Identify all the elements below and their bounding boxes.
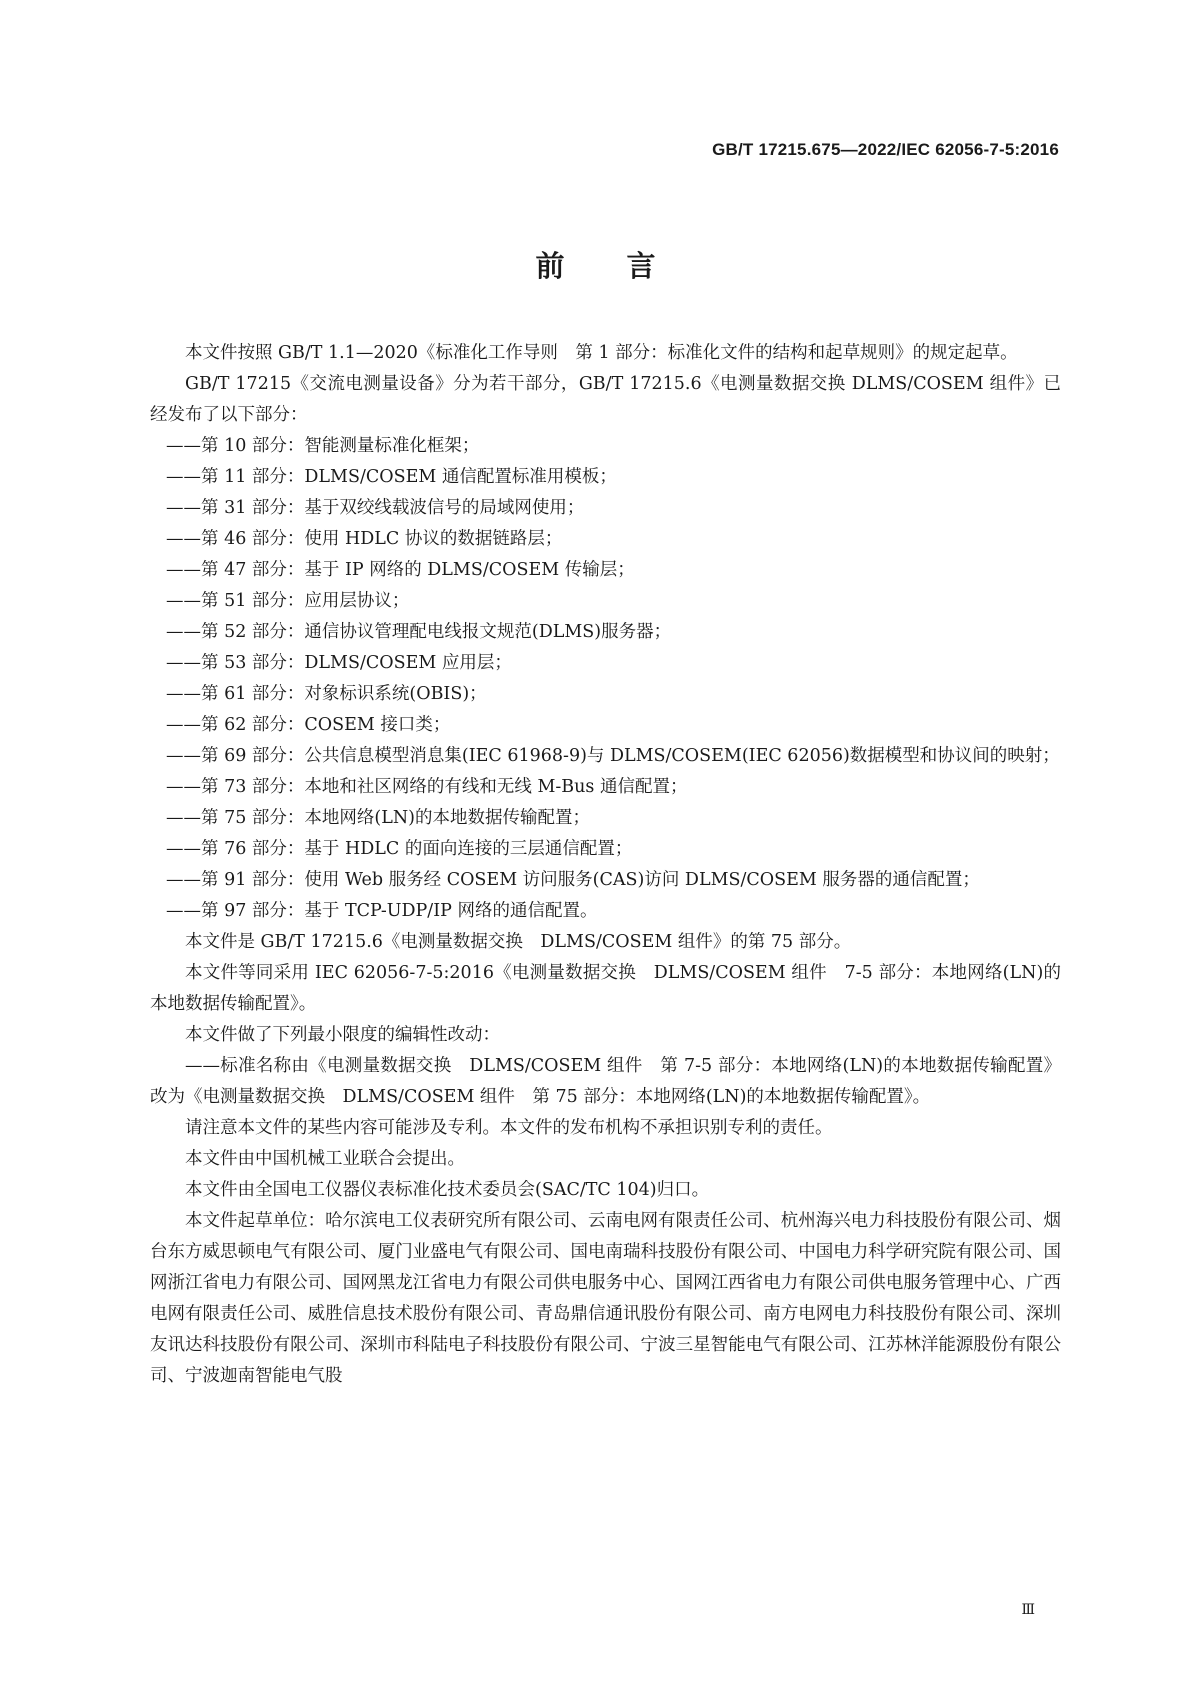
preface-content (150, 338, 1061, 1392)
list-item: ——第 76 部分：基于 HDLC 的面向连接的三层通信配置； (166, 839, 633, 859)
paragraph-series-intro: GB/T 17215《交流电测量设备》分为若干部分，GB/T 17215.6《电测量数据交换 DLMS/COSEM 组件》已经发布了以下部分： (150, 374, 1061, 425)
paragraph-editorial-changes: 本文件做了下列最小限度的编辑性改动： (185, 1025, 500, 1045)
list-item: ——第 91 部分：使用 Web 服务经 COSEM 访问服务(CAS)访问 DLMS/COSEM 服务器的通信配置； (166, 870, 980, 890)
list-item: ——第 10 部分：智能测量标准化框架； (166, 436, 480, 456)
paragraph-drafting-units: 本文件起草单位：哈尔滨电工仪表研究所有限公司、云南电网有限责任公司、杭州海兴电力科技股份有限公司、烟台东方威思顿电气有限公司、厦门业盛电气有限公司、国电南瑞科技股份有限公司、中国电力科学研究院有限公司、国网浙江省电力有限公司、国网黑龙江省电力有限公司供电服务中心、国网江西省电力有限公司供电服务管理中心、广西电网有限责任公司、威胜信息技术股份有限公司、青岛鼎信通讯股份有限公司、南方电网电力科技股份有限公司、深圳友讯达科技股份有限公司、深圳市科陆电子科技股份有限公司、宁波三星智能电气有限公司、江苏林洋能源股份有限公司、宁波迦南智能电气股 (150, 1211, 1061, 1386)
standard-code-header: GB/T 17215.675—2022/IEC 62056-7-5:2016 (712, 140, 1059, 159)
paragraph-drafting-rule: 本文件按照 GB/T 1.1—2020《标准化工作导则 第 1 部分：标准化文件的结构和起草规则》的规定起草。 (185, 343, 1018, 363)
list-item: ——第 31 部分：基于双绞线载波信号的局域网使用； (166, 498, 585, 518)
list-item: ——第 61 部分：对象标识系统(OBIS)； (166, 684, 487, 704)
list-item: ——第 97 部分：基于 TCP-UDP/IP 网络的通信配置。 (166, 901, 598, 921)
paragraph-adoption: 本文件等同采用 IEC 62056-7-5:2016《电测量数据交换 DLMS/COSEM 组件 7-5 部分：本地网络(LN)的本地数据传输配置》。 (150, 963, 1061, 1014)
paragraph-technical-committee: 本文件由全国电工仪器仪表标准化技术委员会(SAC/TC 104)归口。 (185, 1180, 710, 1200)
paragraph-patent-notice: 请注意本文件的某些内容可能涉及专利。本文件的发布机构不承担识别专利的责任。 (185, 1118, 833, 1138)
page-title: 前言 (535, 249, 718, 283)
list-item: ——第 47 部分：基于 IP 网络的 DLMS/COSEM 传输层； (166, 560, 635, 580)
paragraph-proposer: 本文件由中国机械工业联合会提出。 (185, 1149, 465, 1169)
parts-list (150, 431, 1061, 927)
page-number: Ⅲ (1021, 1602, 1035, 1618)
list-item: ——第 51 部分：应用层协议； (166, 591, 410, 611)
list-item: ——第 11 部分：DLMS/COSEM 通信配置标准用模板； (166, 467, 617, 487)
list-item: ——第 46 部分：使用 HDLC 协议的数据链路层； (166, 529, 563, 549)
list-item: ——第 69 部分：公共信息模型消息集(IEC 61968-9)与 DLMS/COSEM(IEC 62056)数据模型和协议间的映射； (166, 746, 1060, 766)
list-item: ——第 75 部分：本地网络(LN)的本地数据传输配置； (166, 808, 590, 828)
paragraph-name-change: ——标准名称由《电测量数据交换 DLMS/COSEM 组件 第 7-5 部分：本地网络(LN)的本地数据传输配置》改为《电测量数据交换 DLMS/COSEM 组件 第 75 部分：本地网络(LN)的本地数据传输配置》。 (150, 1056, 1061, 1107)
list-item: ——第 73 部分：本地和社区网络的有线和无线 M-Bus 通信配置； (166, 777, 688, 797)
list-item: ——第 53 部分：DLMS/COSEM 应用层； (166, 653, 512, 673)
list-item: ——第 62 部分：COSEM 接口类； (166, 715, 451, 735)
list-item: ——第 52 部分：通信协议管理配电线报文规范(DLMS)服务器； (166, 622, 672, 642)
paragraph-part-statement: 本文件是 GB/T 17215.6《电测量数据交换 DLMS/COSEM 组件》的第 75 部分。 (185, 932, 852, 952)
